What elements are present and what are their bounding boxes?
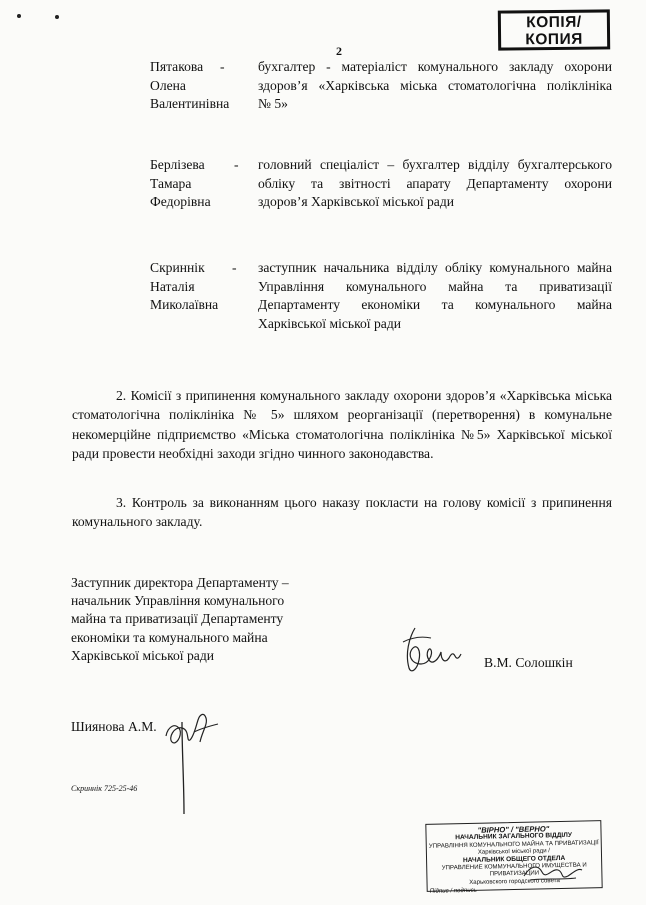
signer-name: В.М. Солошкін xyxy=(484,655,573,670)
paragraph-2: 2. Комісії з припинення комунального закладу охорони здоров’я «Харківська міська стоматологічна поліклініка № 5» шляхом реорганізації (перетворення) в комунальне некомерційне підприємство «Міська стоматологічна поліклініка №5» Харківської міської ради провести необхідні заходи згідно чинного законодавства. xyxy=(72,388,612,461)
name-line: Тамара xyxy=(150,175,192,191)
member-name xyxy=(150,58,250,114)
signature-position xyxy=(71,574,341,665)
scan-mark xyxy=(55,15,59,19)
position-line: майна та приватизації Департаменту xyxy=(71,611,284,627)
position-line: Харківської міської ради xyxy=(71,647,215,663)
copy-stamp-line: КОПИЯ xyxy=(525,30,583,49)
stamp-line: Харьковского городского совета xyxy=(469,876,560,886)
stamp-line: УПРАВЛІННЯ КОМУНАЛЬНОГО МАЙНА ТА ПРИВАТИЗАЦІЇ xyxy=(428,839,599,850)
paragraph-3: 3. Контроль за виконанням цього наказу покласти на голову комісії з припинення комунального закладу. xyxy=(72,495,612,530)
role-line: Управління комунального майна та приватизації xyxy=(258,278,612,294)
copy-stamp xyxy=(498,9,610,50)
member-role xyxy=(258,259,612,333)
name-line: Скриннік xyxy=(150,260,205,275)
role-line: заступник начальника відділу обліку комунального майна xyxy=(258,260,612,275)
dash: - xyxy=(220,59,225,74)
approver-name: Шиянова А.М. xyxy=(71,719,157,734)
page-number: 2 xyxy=(336,44,342,58)
stamp-line: НАЧАЛЬНИК ОБЩЕГО ОТДЕЛА xyxy=(462,854,566,864)
name-line: Олена xyxy=(150,77,186,93)
role-line: Харківської міської ради xyxy=(258,315,402,331)
member-role xyxy=(258,58,612,114)
role-line: бухгалтер - матеріаліст комунального закладу охорони xyxy=(258,59,612,74)
position-line: економіки та комунального майна xyxy=(71,629,268,645)
role-line: головний спеціаліст – бухгалтер відділу бухгалтерського xyxy=(258,157,612,172)
role-line: № 5» xyxy=(258,96,288,111)
name-line: Валентинівна xyxy=(150,96,230,111)
dash: - xyxy=(234,157,239,172)
copy-stamp-line: КОПІЯ/ xyxy=(526,13,582,32)
stamp-header: "ВІРНО" / "ВЕРНО" xyxy=(477,824,550,835)
role-line: обліку та звітності апарату Департаменту охорони xyxy=(258,175,612,191)
member-role xyxy=(258,156,612,212)
role-line: здоров’я Харківської міської ради xyxy=(258,194,455,209)
stamp-signature xyxy=(520,858,586,886)
stamp-footer: Підпис / подпись xyxy=(429,887,477,896)
role-line: Департаменту економіки та комунального майна xyxy=(258,297,612,312)
role-line: здоров’я «Харківська міська стоматологічна поліклініка xyxy=(258,77,612,93)
director-signature xyxy=(395,624,467,680)
approver-signature xyxy=(160,702,222,820)
name-line: Миколаївна xyxy=(150,297,219,312)
position-line: Заступник директора Департаменту – xyxy=(71,575,289,590)
executor-note: Скриннік 725-25-46 xyxy=(71,784,138,793)
scan-mark xyxy=(17,14,21,18)
name-line: Пятакова xyxy=(150,59,204,74)
position-line: начальник Управління комунального xyxy=(71,593,285,609)
name-line: Берлізева xyxy=(150,157,205,172)
name-line: Федорівна xyxy=(150,194,211,209)
stamp-line: УПРАВЛЕНИЕ КОММУНАЛЬНОГО ИМУЩЕСТВА И ПРИВАТИЗАЦИИ xyxy=(441,861,587,878)
stamp-line: НАЧАЛЬНИК ЗАГАЛЬНОГО ВІДДІЛУ xyxy=(455,832,573,842)
dash: - xyxy=(232,260,237,275)
name-line: Наталія xyxy=(150,278,195,294)
stamp-line: Харківської міської ради / xyxy=(477,847,551,856)
